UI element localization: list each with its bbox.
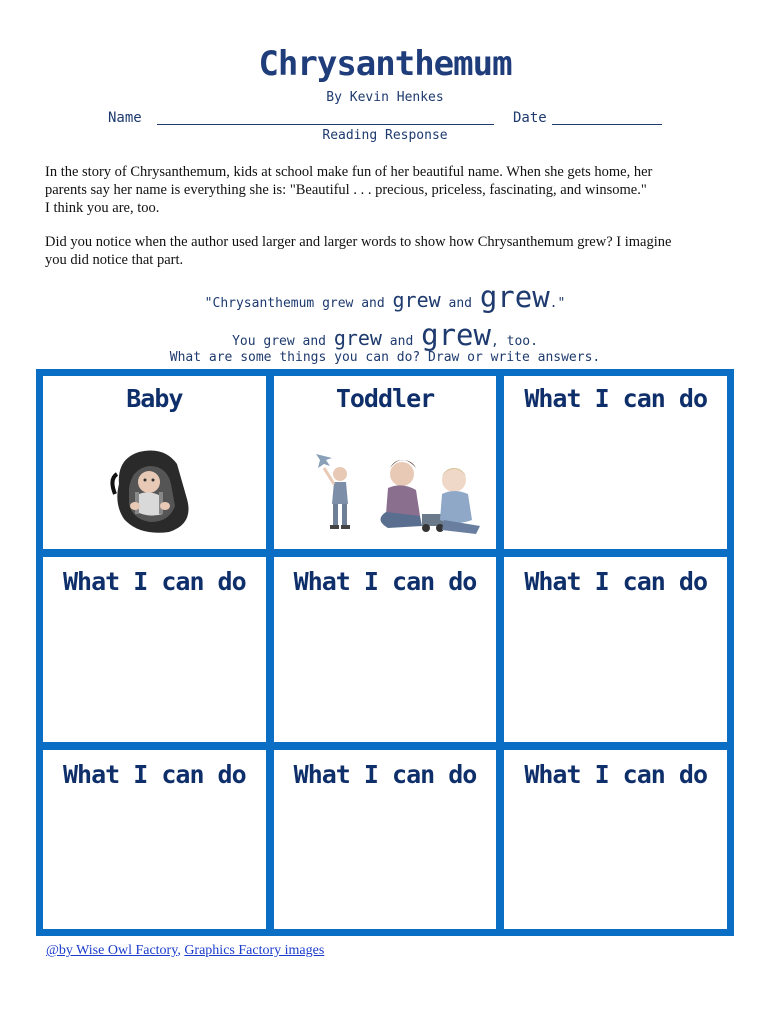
- question-paragraph: [45, 233, 725, 269]
- graphics-factory-link[interactable]: Graphics Factory images: [184, 943, 325, 958]
- grid-cell-toddler[interactable]: [274, 376, 497, 549]
- name-label: Name: [108, 110, 142, 126]
- cell-label: Toddler: [335, 384, 435, 413]
- name-field[interactable]: [157, 124, 494, 125]
- grid-cell-what-i-can-do[interactable]: [274, 557, 497, 742]
- quote-part-3: .": [549, 296, 566, 311]
- book-quote: [0, 280, 770, 314]
- cell-label: What I can do: [293, 760, 477, 789]
- date-label: Date: [513, 110, 547, 126]
- grid-cell-what-i-can-do[interactable]: [43, 557, 266, 742]
- you-grew-part-3: , too.: [490, 334, 538, 349]
- cell-label: What I can do: [293, 567, 477, 596]
- you-grew-part-2: and: [381, 334, 422, 349]
- intro-paragraph: [45, 163, 725, 217]
- page-title: Chrysanthemum: [258, 44, 512, 84]
- grid-cell-what-i-can-do[interactable]: [504, 376, 727, 549]
- intro-line-2: parents say her name is everything she is: "Beautiful . . . precious, priceless, fascinating, and winsome.": [45, 182, 647, 198]
- toddlers-playing-image: [304, 446, 494, 538]
- baby-in-car-seat-image: [109, 444, 205, 536]
- cell-label: What I can do: [62, 760, 246, 789]
- intro-line-3: I think you are, too.: [45, 200, 160, 216]
- question-line-1: Did you notice when the author used larger and larger words to show how Chrysanthemum grew? I imagine: [45, 234, 672, 250]
- footer-credits: [46, 943, 324, 959]
- instruction-text: What are some things you can do? Draw or write answers.: [169, 350, 601, 365]
- quote-grew-large: grew: [479, 280, 550, 314]
- footer-separator: ,: [177, 943, 185, 958]
- date-field[interactable]: [552, 124, 662, 125]
- author-line: By Kevin Henkes: [326, 90, 444, 105]
- grid-cell-what-i-can-do[interactable]: [43, 750, 266, 929]
- grid-cell-what-i-can-do[interactable]: [504, 557, 727, 742]
- you-grew-large: grew: [421, 318, 491, 352]
- quote-part-1: "Chrysanthemum grew and: [204, 296, 393, 311]
- cell-label: Baby: [126, 384, 183, 413]
- response-grid: [36, 369, 734, 936]
- quote-grew-medium: grew: [392, 288, 441, 312]
- you-grew-medium: grew: [333, 326, 382, 350]
- grid-cell-what-i-can-do[interactable]: [274, 750, 497, 929]
- cell-label: What I can do: [62, 567, 246, 596]
- intro-line-1: In the story of Chrysanthemum, kids at school make fun of her beautiful name. When she gets home, her: [45, 164, 653, 180]
- cell-label: What I can do: [524, 760, 707, 789]
- wise-owl-factory-link[interactable]: @by Wise Owl Factory: [46, 943, 178, 958]
- cell-label: What I can do: [524, 384, 707, 413]
- you-grew-part-1: You grew and: [232, 334, 334, 349]
- subtitle: Reading Response: [322, 128, 448, 143]
- quote-part-2: and: [440, 296, 480, 311]
- question-line-2: you did notice that part.: [45, 252, 184, 268]
- you-grew-line: [0, 318, 770, 352]
- cell-label: What I can do: [524, 567, 707, 596]
- grid-cell-baby[interactable]: [43, 376, 266, 549]
- grid-cell-what-i-can-do[interactable]: [504, 750, 727, 929]
